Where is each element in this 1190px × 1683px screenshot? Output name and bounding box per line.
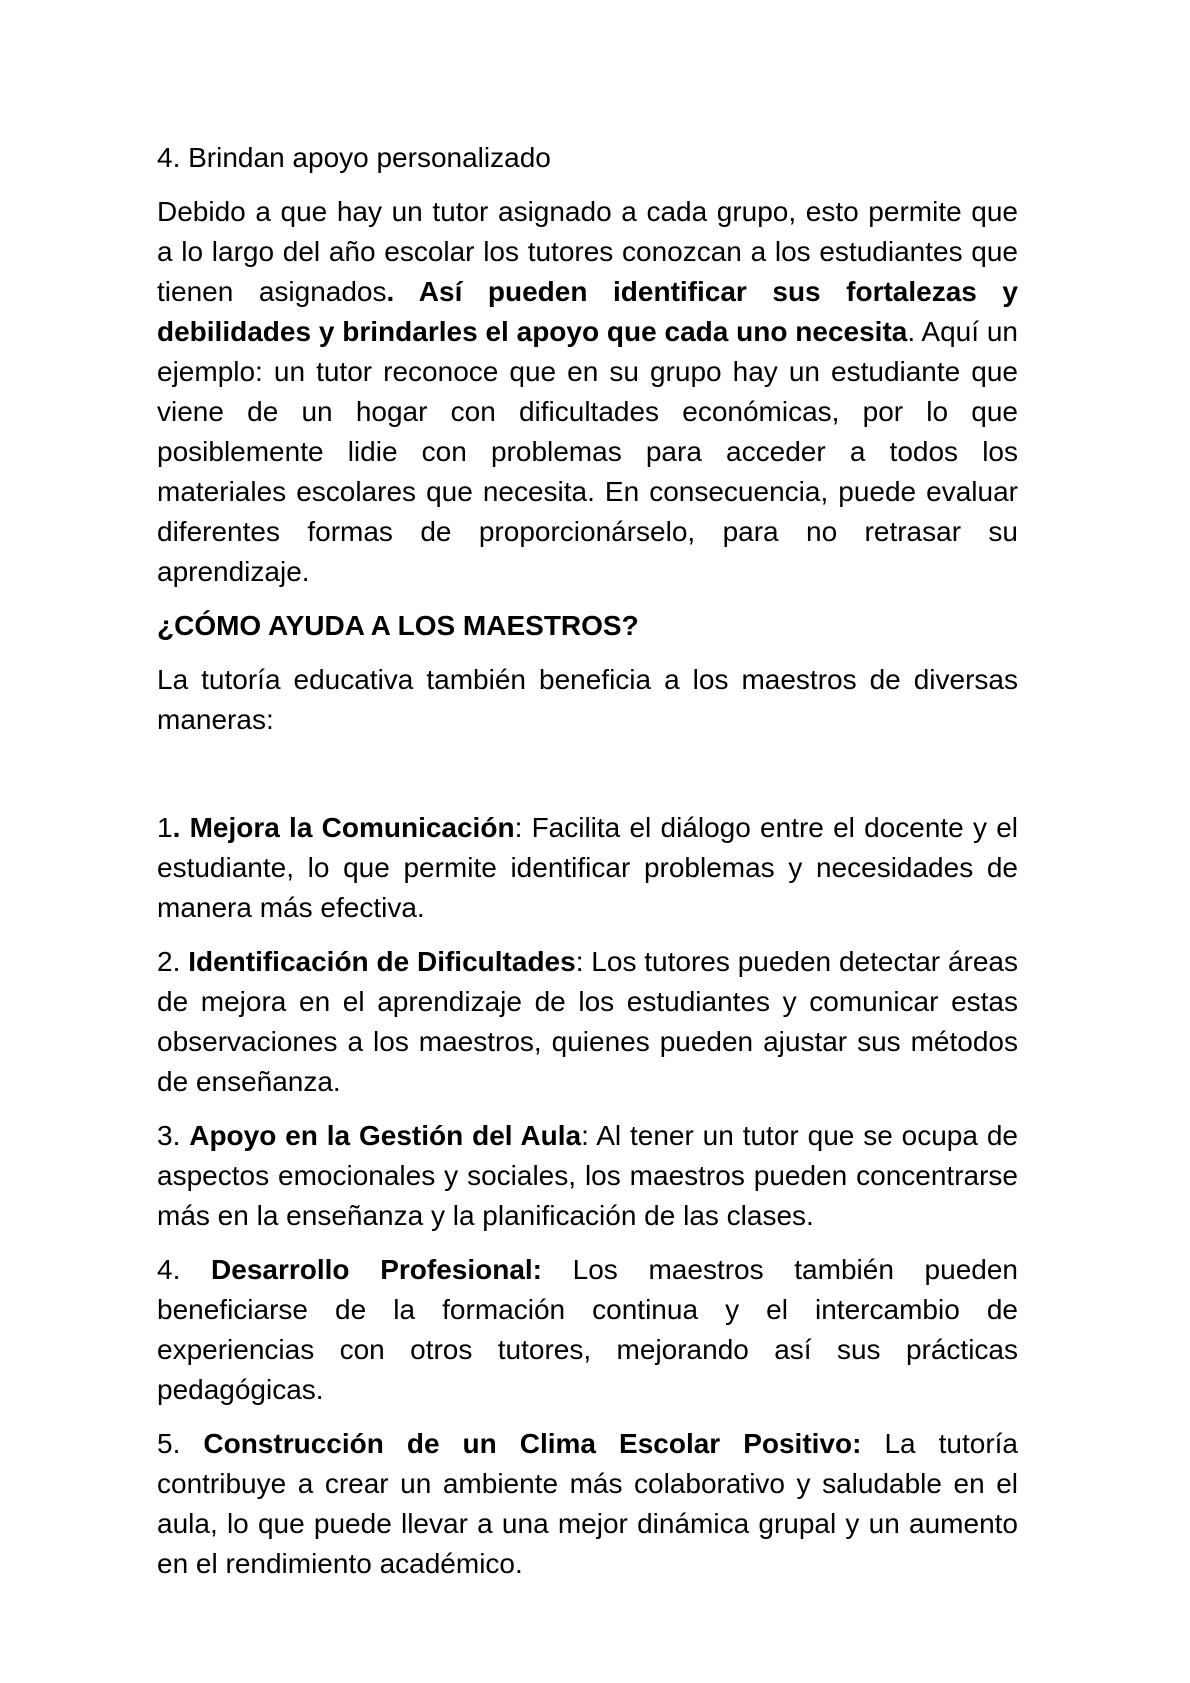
text-run: La tutoría educativa también beneficia a los maestros de diversas maneras: <box>157 664 1018 735</box>
text-run-bold: Identificación de Dificultades <box>188 946 576 977</box>
text-run-bold: Construcción de un Clima Escolar Positivo: <box>203 1428 862 1459</box>
text-run: : Los tutores pueden detectar áreas de mejora en el aprendizaje de los estudiantes y comunicar estas observaciones a los maestros, quienes pueden ajustar sus métodos de enseñanza. <box>157 946 1018 1097</box>
text-run: Los maestros también pueden beneficiarse de la formación continua y el intercambio de experiencias con otros tutores, mejorando así sus prácticas pedagógicas. <box>157 1254 1018 1405</box>
text-run: La tutoría contribuye a crear un ambiente más colaborativo y saludable en el aula, lo que puede llevar a una mejor dinámica grupal y un aumento en el rendimiento académico. <box>157 1428 1018 1579</box>
text-run: : Al tener un tutor que se ocupa de aspectos emocionales y sociales, los maestros pueden concentrarse más en la enseñanza y la planificación de las clases. <box>157 1120 1018 1231</box>
text-run-bold: . Así pueden identificar sus fortalezas y debilidades y brindarles el apoyo que cada uno necesita <box>157 276 1018 347</box>
text-run: 4. Brindan apoyo personalizado <box>157 142 551 173</box>
text-run-bold: . Mejora la Comunicación <box>172 812 515 843</box>
text-run: Debido a que hay un tutor asignado a cada grupo, esto permite que a lo largo del año escolar los tutores conozcan a los estudiantes que tienen asignados <box>157 196 1018 307</box>
paragraph-intro-maestros <box>157 660 1018 740</box>
blank-line <box>157 754 1018 794</box>
numbered-subheading <box>157 138 1018 178</box>
text-run: : Facilita el diálogo entre el docente y el estudiante, lo que permite identificar problemas y necesidades de manera más efectiva. <box>157 812 1018 923</box>
list-item-2-identificacion-dificultades <box>157 942 1018 1102</box>
text-run: 1 <box>157 812 173 843</box>
list-item-3-apoyo-gestion-aula <box>157 1116 1018 1236</box>
text-run-bold: Apoyo en la Gestión del Aula <box>189 1120 582 1151</box>
paragraph-apoyo-personalizado <box>157 192 1018 592</box>
text-run-bold: Desarrollo Profesional: <box>211 1254 542 1285</box>
text-run: . Aquí un ejemplo: un tutor reconoce que en su grupo hay un estudiante que viene de un hogar con dificultades económicas, por lo que posiblemente lidie con problemas para acceder a todos los materiales escolares que necesita. En consecuencia, puede evaluar diferentes formas de proporcionárselo, para no retrasar su aprendizaje. <box>157 316 1018 587</box>
text-run: 3. <box>157 1120 190 1151</box>
list-item-5-clima-escolar-positivo <box>157 1424 1018 1584</box>
text-run: 2. <box>157 946 189 977</box>
list-item-1-mejora-comunicacion <box>157 808 1018 928</box>
list-item-4-desarrollo-profesional <box>157 1250 1018 1410</box>
text-run: 4. <box>157 1254 212 1285</box>
text-run: 5. <box>157 1428 204 1459</box>
text-run-bold: ¿CÓMO AYUDA A LOS MAESTROS? <box>157 610 639 641</box>
section-heading-como-ayuda-maestros <box>157 606 1018 646</box>
